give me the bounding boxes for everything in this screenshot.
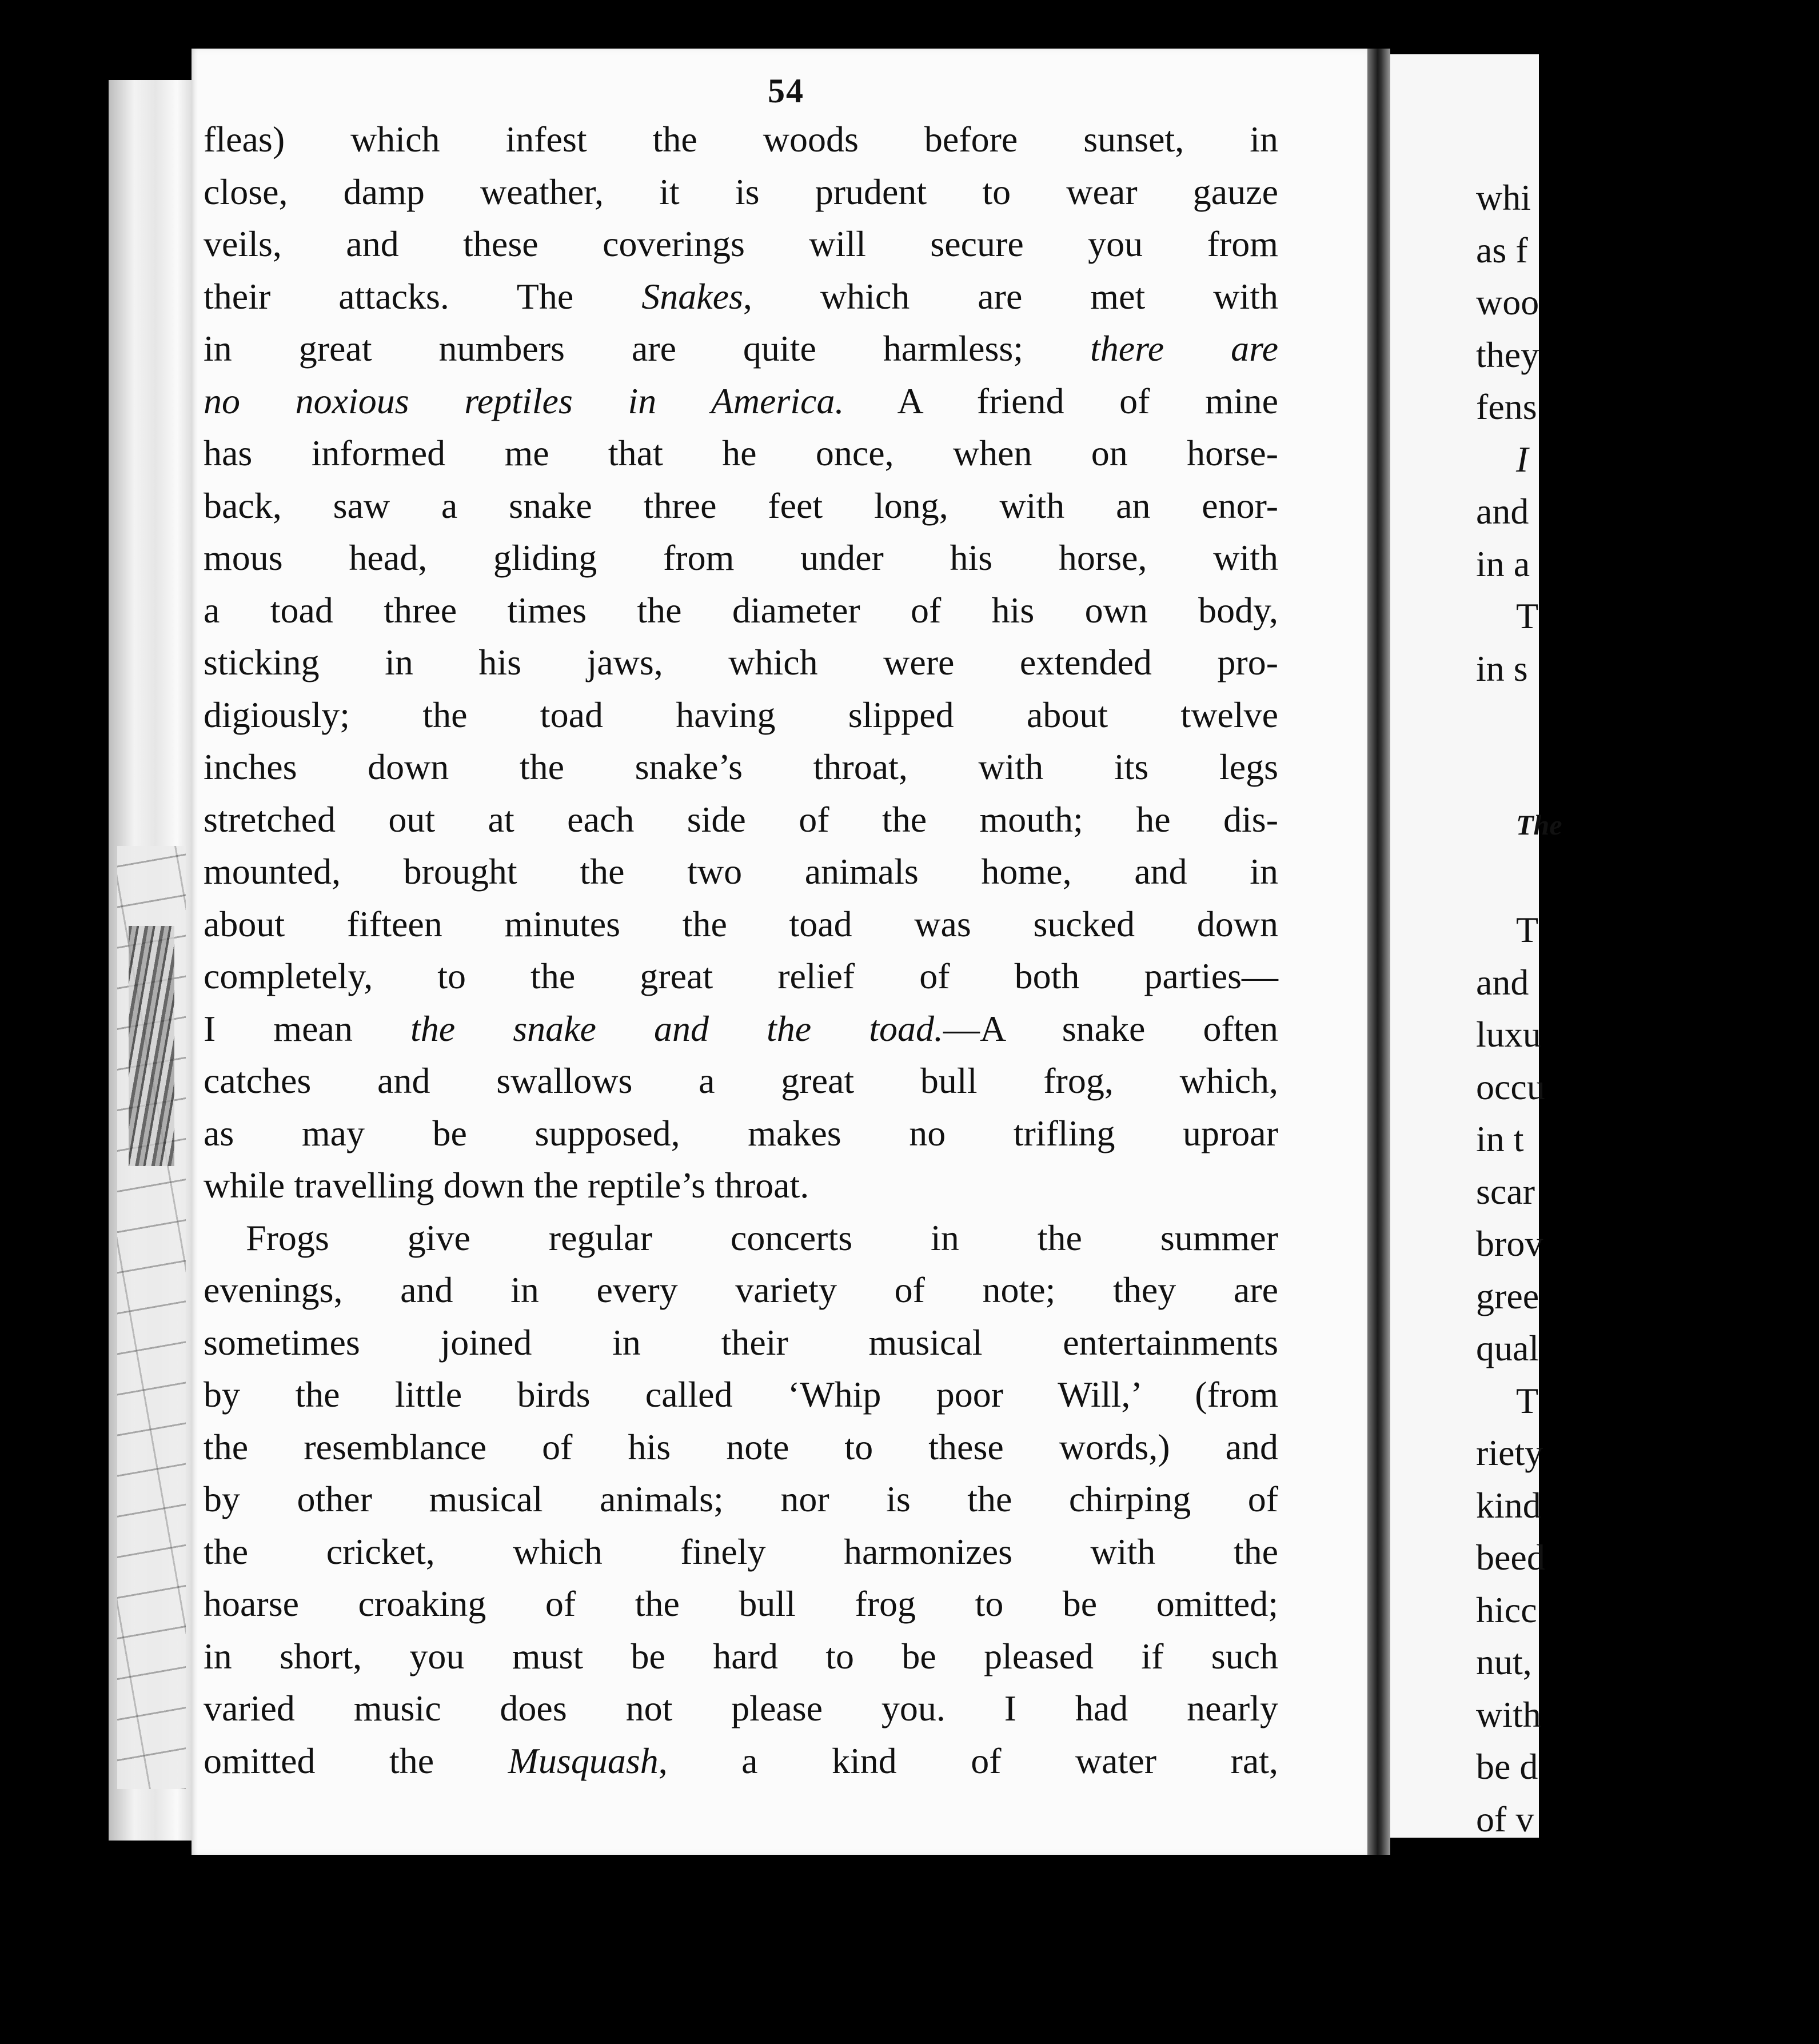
text-run: their attacks. The: [204, 276, 642, 317]
text-line: [204, 1682, 1278, 1735]
text-line: [204, 950, 1278, 1003]
facing-page-line: and: [1476, 961, 1529, 1003]
text-run: mous head, gliding from under his horse, with: [204, 537, 1278, 578]
text-line: [204, 845, 1278, 898]
facing-page-line: qual: [1476, 1328, 1539, 1368]
italic-text: there are: [1090, 328, 1279, 369]
text-line: [204, 480, 1278, 532]
text-line: [204, 689, 1278, 741]
text-run: as may be supposed, makes no trifling uproar: [204, 1112, 1278, 1153]
facing-page-line: gree: [1476, 1275, 1539, 1316]
text-run: fleas) which infest the woods before sunset, in: [204, 119, 1278, 159]
text-run: close, damp weather, it is prudent to wear gauze: [204, 171, 1278, 212]
text-run: hoarse croaking of the bull frog to be omitted;: [204, 1583, 1278, 1624]
italic-text: Musquash: [508, 1740, 659, 1781]
text-run: completely, to the great relief of both parties—: [204, 956, 1278, 996]
facing-page-line: hicc: [1476, 1589, 1537, 1630]
facing-page-line: fens: [1476, 386, 1537, 427]
text-run: I mean: [204, 1008, 410, 1049]
facing-page-line: riety: [1476, 1432, 1543, 1473]
text-run: the cricket, which finely harmonizes with the: [204, 1531, 1278, 1572]
facing-page-line: and: [1476, 491, 1529, 532]
text-line: [204, 532, 1278, 584]
text-line: [204, 1316, 1278, 1369]
text-line: [204, 793, 1278, 846]
text-line: [204, 166, 1278, 218]
text-line: [204, 1368, 1278, 1421]
facing-page-text: [1476, 171, 1819, 1845]
facing-page-line: occu: [1476, 1066, 1545, 1107]
text-run: digiously; the toad having slipped about twelve: [204, 694, 1278, 735]
facing-page-line: brov: [1476, 1223, 1543, 1264]
page-number: 54: [768, 72, 804, 110]
text-line: [204, 1212, 1278, 1264]
text-run: in short, you must be hard to be pleased if such: [204, 1635, 1278, 1676]
facing-page-line: [1476, 694, 1819, 799]
text-run: sticking in his jaws, which were extended pro-: [204, 642, 1278, 682]
text-line: [204, 1526, 1278, 1578]
text-run: stretched out at each side of the mouth; he dis-: [204, 799, 1278, 840]
text-run: in great numbers are quite harmless;: [204, 328, 1091, 369]
text-run: a toad three times the diameter of his own body,: [204, 589, 1278, 630]
text-run: inches down the snake’s throat, with its legs: [204, 746, 1278, 787]
facing-page-line: beed: [1476, 1537, 1545, 1578]
text-run: mounted, brought the two animals home, and in: [204, 851, 1278, 892]
text-line: [204, 1055, 1278, 1107]
text-line: [204, 636, 1278, 689]
text-run: back, saw a snake three feet long, with an enor-: [204, 485, 1278, 526]
facing-page-line: scar: [1476, 1171, 1535, 1212]
facing-page-line: in a: [1476, 543, 1530, 584]
facing-page-line: woo: [1476, 282, 1539, 322]
text-run: varied music does not please you. I had nearly: [204, 1688, 1278, 1728]
text-line: [204, 427, 1278, 480]
facing-page-line: T: [1516, 596, 1539, 636]
text-line: [204, 741, 1278, 793]
text-line: [204, 322, 1278, 375]
text-line: [204, 113, 1278, 166]
text-line: [204, 584, 1278, 637]
facing-page-line: as f: [1476, 229, 1528, 270]
italic-text: no noxious reptiles in America.: [204, 380, 844, 421]
text-run: A friend of mine: [844, 380, 1278, 421]
text-line: [204, 1264, 1278, 1316]
italic-text: Snakes: [641, 276, 743, 317]
text-line: [204, 1421, 1278, 1474]
text-run: veils, and these coverings will secure you from: [204, 223, 1278, 264]
text-run: omitted the: [204, 1740, 508, 1781]
text-run: , which are met with: [743, 276, 1279, 317]
facing-page-line: nut,: [1476, 1642, 1532, 1682]
text-run: about fifteen minutes the toad was sucked down: [204, 903, 1278, 944]
text-line: [204, 1630, 1278, 1683]
text-line: [204, 1003, 1278, 1055]
book-gutter: [1367, 49, 1390, 1855]
facing-page-line: T: [1516, 1380, 1539, 1421]
text-run: sometimes joined in their musical entertainments: [204, 1322, 1278, 1363]
facing-page-line: in t: [1476, 1119, 1524, 1159]
text-line: [204, 1578, 1278, 1630]
text-line: [204, 218, 1278, 270]
text-line: [204, 1735, 1278, 1787]
map-coastline-detail: [129, 926, 174, 1166]
facing-page-line: with: [1476, 1694, 1541, 1735]
text-run: by the little birds called ‘Whip poor Will,’ (from: [204, 1374, 1278, 1415]
text-line: [204, 1159, 1290, 1212]
facing-page-line: in s: [1476, 648, 1528, 689]
text-run: evenings, and in every variety of note; they are: [204, 1269, 1278, 1310]
text-run: the resemblance of his note to these words,) and: [204, 1426, 1278, 1467]
facing-page-line: whi: [1476, 177, 1531, 218]
text-line: [204, 375, 1278, 428]
text-line: [204, 1107, 1278, 1160]
text-run: by other musical animals; nor is the chirping of: [204, 1479, 1278, 1519]
text-run: while travelling down the reptile’s throat.: [204, 1165, 809, 1205]
text-run: Frogs give regular concerts in the summer: [246, 1217, 1278, 1258]
text-run: catches and swallows a great bull frog, which,: [204, 1060, 1278, 1101]
facing-page-line: kind: [1476, 1484, 1541, 1526]
italic-text: the snake and the toad.: [410, 1008, 944, 1049]
facing-page: [1390, 54, 1562, 1839]
facing-page-line: luxu: [1476, 1014, 1541, 1055]
text-line: [204, 270, 1278, 323]
body-text: [204, 113, 1290, 1787]
text-run: , a kind of water rat,: [658, 1740, 1279, 1781]
facing-page-line: of v: [1476, 1798, 1534, 1839]
facing-page-line: [1476, 852, 1819, 904]
facing-page-line: be d: [1476, 1746, 1538, 1787]
text-line: [204, 1473, 1278, 1526]
facing-page-line: I: [1516, 438, 1529, 480]
facing-page-line: they: [1476, 334, 1539, 375]
text-line: [204, 898, 1278, 951]
facing-page-line: The: [1516, 809, 1562, 841]
text-run: has informed me that he once, when on horse-: [204, 433, 1278, 473]
facing-page-line: T: [1516, 909, 1539, 950]
text-run: —A snake often: [943, 1008, 1278, 1049]
